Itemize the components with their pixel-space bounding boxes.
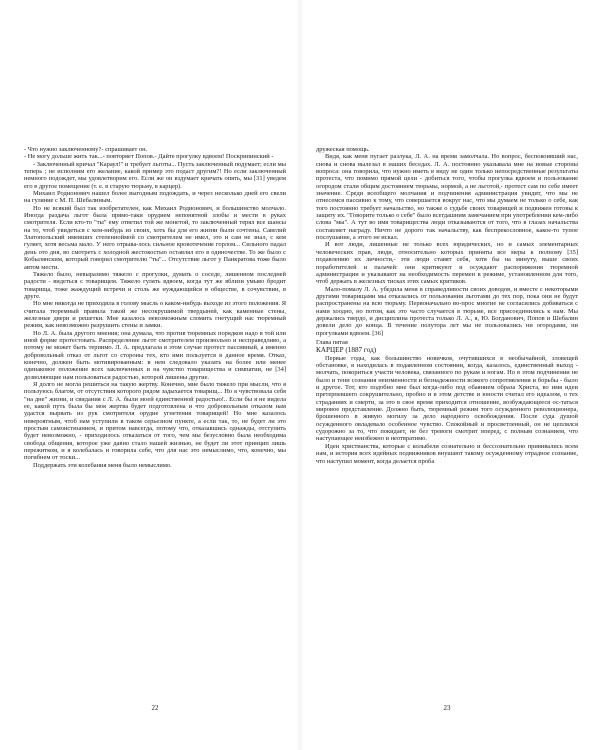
paragraph: Михаил Родионович нашел более выгодным подождать, и через несколько дней его свели на гуляние с М. П. Шебалиным.: [24, 190, 286, 205]
paragraph: Но не всякий был так изобретателен, как Михаил Родионович, и большинство молчало. Иногда раздача льгот была прямо-таки орудием непонятной злобы и мести в руках смотрителя. Если кто-то "ты" ему ответил той же монетой, то заключенный терял все шансы на то, чтоб увидеться с кем-нибудь из своих, хоть бы для его жизни были сочтены. Савелий Златопольский имевших степенноймой со смотрителем не имел, это и сам не знал, с кем гуляет, хотя весьма мало. У него отрыва-лось сильное кровотечение горлом... Сильного падал день ото дня, во смотреть с холодной жестокостью оставлял его в одиночестве. То же было с Кобылянским, который говорил смотрителю "ты"... Отсутствие льгот у Панкратова тоже было автом мести.: [24, 204, 286, 271]
chapter-heading: [316, 339, 578, 355]
paragraph: Но Л. А. была другого мнения; она думала, что против тюремных порядков надо в той или иной форме протестовать. Распределение льгот смотрителем произвольно и несправедливо, а потому не может быть терпимо. Л. А. предлагала в этом случае протест пассивный, а именно добровольный отказ от льгот со стороны тех, кто ими пользуется в данное время. Отказ, конечно, должен быть мотивированным: в нем следовало указать на более или менее одинаковое положение всех заключенных и на чувство товарищества и симпатии, не [34] дозволяющие нам пользоваться радостью, которой лишены другие.: [24, 329, 286, 381]
right-page-number: 23: [443, 704, 451, 712]
chapter-title: КАРЦЕР (1887 год): [316, 346, 377, 355]
paragraph: - Что нужно заключенному?- спрашивает он.: [24, 146, 148, 153]
paragraph: Я долго не могла решиться на такую жертву. Конечно, мне было тяжело при мысли, что я пользуюсь благом, от отсутствия которого рядом задыхается товарищ... Но я чувствовала себя "на дне" жизни, и свидания с Л. А. были моей единственной радостью!.. Если бы я не видела ее, какой путь была бы моя жертва будет подготовлена и что добровольным отказом нам удастся вырвать из рук смотрителя орудие угнетения товарищей! Но мне казалось невероятным, чтоб нам уступили в таком серьезном пункте, а если так, то, не будет ли это простым самоистязанием, и притом навсегда, потому что, отказавшись однажды, отступить будет невозможно, - приходилось отказаться от того, чем мы безусловно была необходима свобода общения, которое уже давно стало нашей жизнью, не будет ли этот принцип лишь пережитком, и я колебалась и говорила себе, что для нас это немыслимо, что, конечно, мы погибнем от тоски...: [24, 381, 286, 462]
paragraph: Мало-помалу Л. А. убедила меня в справедливости своих доводов, и вместе с некоторыми другими товарищами мы отказались от пользования льготами до тех пор, пока они не будут распространены на всю тюрьму. Первоначально во-прос многие не согласились добиваться с нами хоодно, но потом, как это часто случается в тюрьме, все присоединились к нам. Мы держались твердо, и дисциплина протеста только Л. А., я, Ю. Богданович, Попов и Шебалин довели дело до конца. В течение полутора лет мы не пользовались ни огородами, ни прогулками вдвоем. [36]: [316, 285, 578, 337]
paragraph: Тяжело было, невыразимо тяжело с прогулки, думать о соседе, лишенном последней радости - видеться с товарищем. Тяжело гулять вдвоем, когда тут же вблизи умыво бродит товарища, тоже жаждущий встречи и столь же нуждающийся в обществе, в сочувствии, в друге.: [24, 270, 286, 300]
chapter-label: Глава пятая: [316, 338, 348, 346]
paragraph: Поддержать эти колебания меня было немыслимо.: [33, 461, 172, 469]
paragraph: дружеская помощь.: [316, 146, 370, 153]
paragraph: - Не могу дольше жить так...- повторяет Попов.- Дайте прогулку вдвоем! Поскрипинский -: [24, 153, 274, 161]
paragraph: Видя, как меня пугает разлука, Л. А. на время замолчала. Но вопрос, беспокоивший нас, снова и снова вылезал в наших беседах. Л. А. постоянно указывала мне на новые стороны вопроса: она говорила, что нужно иметь в виду не один только непосредственные результаты протеста, что помимо прямой цели - добиться того, чтобы прогулка вдвоем и пользование огородом стали общим достоянием тюрьмы, нормой, а не льготой,- протест сам по себе имеет значение. Среди всеобщего молчания и подчинения администрация увидит, что мы не отнесемся пассивно к тому, что совершается вокруг нас, что мы думаем не только о себе, как того постоянно требует начальство, но также о судьбе своих товарищей и подвижен готовы к защиту их. "Говорите только о себе" было всегдашним замечанием при употреблении кем-либо слова "мы". А тут во имя товарищества люди отказываются от того, что в глазах начальства составляет награду. Ничто не дорого так начальству, как беспрекословное, какое-то тупое послушание, а этого не искал.: [316, 153, 578, 242]
paragraph: Первые годы, как большинство новичков, очутившихся в необычайной, зловещей обстановке, я находилась в подавленном состоянии, когда, казалось, единственный выход - молчать, покориться участи человека, связанного по рукам и ногам. Но в этом подчинении не было и тени сознания неизменности и безнадежности всякого сопротивления и борьбы - было и другое. Тот, кто подобно мне был когда-либо под обаянием образа Христа, во имя идеи претерпевшего сокрушительно, пробно и в этом детстве и юности считал его идеалом, о тех страданиях и смерти, за это в свое время приходится отношение, возбуждающееся ос-таться мировое представление. Должно быть, тюремный режим того осужденного революционера, брошенного в живую могилу за дело народного освобождения. После суда душой осужденного овладевало особенное чувство. Спокойный и просветленный, он не цеплялся судорожно за то, что покидает, не без тревоги смотрит вперед, с полным сознанием, что наступающее неизбежно и неотвратимо.: [316, 354, 578, 443]
paragraph: Но мне никогда не приходила в голову мысль о каком-нибудь выходе из этого положения. Я считала тюремный правила такой же несокрушимой твердыней, как каменные стены, железные двери и решетки. Мне казалось невозможным сломить гнетущий нас тюремный режим, как невозможно разрушить стены и замки.: [24, 300, 286, 330]
book-gutter: [296, 0, 304, 750]
paragraph: Идеи христианства, которые с колыбели сознательно и бессознательно прививались всем нам, и история всех идейных подвижников внушают такому осужденному отрадное сознание, что наступил момент, когда делается проба: [316, 442, 578, 465]
left-page: [24, 146, 286, 706]
paragraph: И вот люди, лишенные не только всех юридических, но и самых элементарных человеческих прав, люди, относительно которых приняты все меры к полному [35] подавлению их личности,- эти люди ставят себя, хотя бы на минуту, выше своих поработителей и палачей: они критикуют и осуждают распоряжения тюремной администрации и указывают на необходимость перемен в режиме, установленном для того, чтоб держать в железных тисках этих самых критиков.: [316, 241, 578, 286]
right-page: [316, 146, 578, 706]
left-page-number: 22: [151, 704, 159, 712]
paragraph: - Заключенный кричал "Караул!" и требует льготы... Пусть заключенный подумает; если мы теперь ; не исполним его желание, какой пример это подаст другим?! Но если заключенный немного подождет, мы удовлетворим его. Если же он вздумает кричать опять, мы [31] уведем его в другое помещение (т. е. в старую тюрьму, в карцер).: [24, 160, 286, 190]
